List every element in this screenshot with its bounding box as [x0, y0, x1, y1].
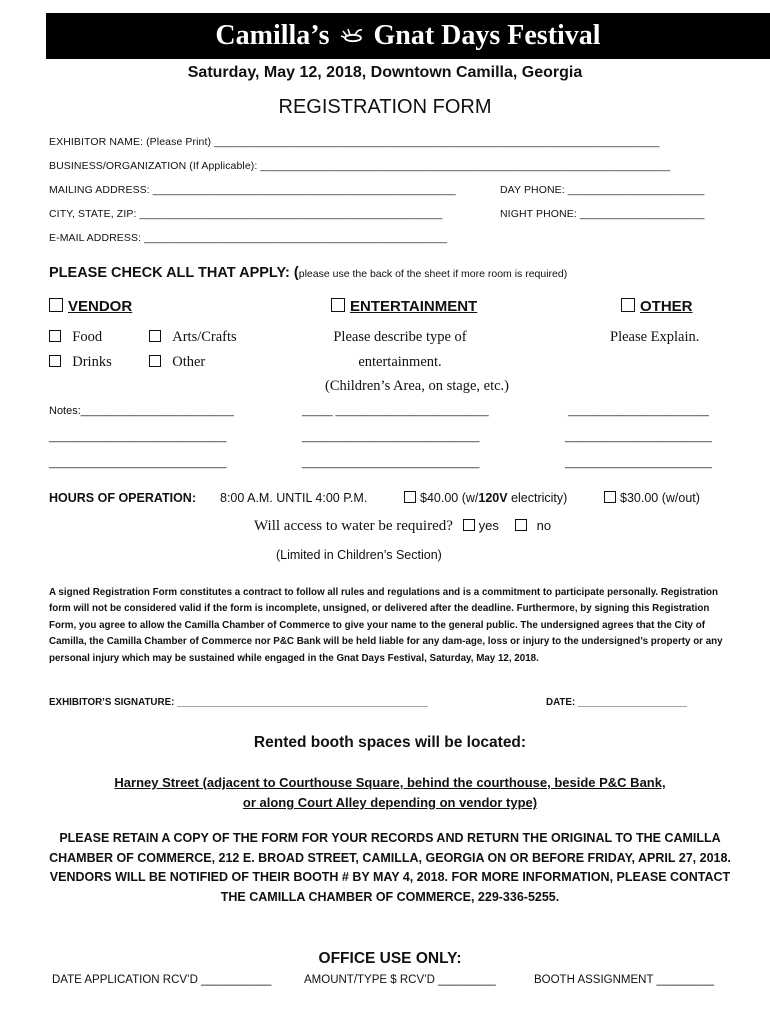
- notes-col3-line-2[interactable]: ________________________: [565, 431, 712, 443]
- entertainment-desc-1: Please describe type of: [333, 329, 467, 345]
- office-use-heading: OFFICE USE ONLY:: [318, 950, 462, 967]
- legal-statement: A signed Registration Form constitutes a contract to follow all rules and regulations and is a commitment to participate personally. Registration form will not be considered valid if the form is incomplete, unsigned, or delivered after the deadline. Furthermore, by signing this Registration Form, you agree to allow the Camilla Chamber of Commerce to give your name to the general public. The undersigned agrees that the City of Camilla, the Camilla Chamber of Commerce nor P&C Bank will be held liable for any dam-age, loss or injury to the undersigned’s property or any personal injury which may be sustained while engaged in the Gnat Days Festival, Saturday, May 12, 2018.: [49, 587, 723, 664]
- no-electricity-price: $30.00 (w/out): [620, 491, 700, 505]
- arts-crafts-option[interactable]: [149, 329, 237, 346]
- vendor-heading[interactable]: [49, 298, 132, 315]
- notes-col2-line-2[interactable]: _____________________________: [302, 431, 480, 443]
- business-field[interactable]: BUSINESS/ORGANIZATION (If Applicable): _____________________________________________________________________: [49, 160, 671, 172]
- arts-crafts-checkbox[interactable]: [149, 330, 161, 342]
- gnat-icon: [338, 27, 364, 45]
- check-all-heading: [49, 265, 567, 281]
- night-phone-field[interactable]: NIGHT PHONE: _____________________: [500, 208, 705, 220]
- event-subtitle: Saturday, May 12, 2018, Downtown Camilla, Georgia: [187, 64, 583, 81]
- no-electricity-checkbox[interactable]: [604, 491, 616, 503]
- day-phone-field[interactable]: DAY PHONE: _______________________: [500, 184, 705, 196]
- voltage-label: 120V: [478, 491, 508, 505]
- title-part-2: Gnat Days Festival: [373, 20, 601, 51]
- arts-crafts-label: Arts/Crafts: [172, 329, 237, 345]
- entertainment-heading[interactable]: [331, 298, 477, 315]
- mailing-address-field[interactable]: MAILING ADDRESS: ___________________________________________________: [49, 184, 456, 196]
- food-checkbox[interactable]: [49, 330, 61, 342]
- festival-title-banner: [46, 13, 770, 59]
- booth-location: [0, 773, 770, 813]
- drinks-checkbox[interactable]: [49, 355, 61, 367]
- booth-heading: Rented booth spaces will be located:: [253, 734, 527, 751]
- other-heading[interactable]: [621, 298, 693, 315]
- signature-date-field[interactable]: DATE: ____________________: [546, 697, 687, 708]
- other-explain: Please Explain.: [610, 329, 700, 345]
- hours-label: HOURS OF OPERATION:: [49, 491, 196, 505]
- check-heading-text: PLEASE CHECK ALL THAT APPLY: (: [49, 265, 299, 281]
- drinks-label: Drinks: [72, 354, 112, 370]
- water-yes-label: yes: [478, 518, 499, 533]
- electricity-checkbox[interactable]: [404, 491, 416, 503]
- food-option[interactable]: [49, 329, 102, 346]
- water-no-label: no: [536, 518, 552, 533]
- booth-assignment-field[interactable]: BOOTH ASSIGNMENT _________: [534, 974, 715, 986]
- electricity-price: $40.00 (w/: [420, 491, 479, 505]
- notes-col2-line-3[interactable]: _____________________________: [302, 457, 480, 469]
- retain-instructions: PLEASE RETAIN A COPY OF THE FORM FOR YOUR RECORDS AND RETURN THE ORIGINAL TO THE CAMILLA CHAMBER OF COMMERCE, 212 E. BROAD STREET, CAMILLA, GEORGIA ON OR BEFORE FRIDAY, APRIL 27, 2018. VENDORS WILL BE NOTIFIED OF THEIR BOOTH # BY MAY 4, 2018. FOR MORE INFORMATION, PLEASE CONTACT THE CAMILLA CHAMBER OF COMMERCE, 229-336-5255.: [49, 831, 731, 904]
- notes-col3-line-3[interactable]: ________________________: [565, 457, 712, 469]
- water-question-text: Will access to water be required?: [254, 518, 453, 534]
- notes-col3-line-1[interactable]: _______________________: [568, 405, 709, 417]
- title-part-1: Camilla’s: [215, 20, 330, 51]
- hours-time: 8:00 A.M. UNTIL 4:00 P.M.: [220, 491, 368, 505]
- notes-col1-line-2[interactable]: _____________________________: [49, 431, 227, 443]
- booth-location-line-2: or along Court Alley depending on vendor type): [242, 795, 538, 810]
- email-field[interactable]: E-MAIL ADDRESS: ___________________________________________________: [49, 232, 448, 244]
- drinks-option[interactable]: [49, 354, 112, 371]
- form-title: REGISTRATION FORM: [278, 96, 492, 118]
- entertainment-desc-3: (Children’s Area, on stage, etc.): [324, 378, 509, 394]
- water-no-checkbox[interactable]: [515, 519, 527, 531]
- water-yes-checkbox[interactable]: [463, 519, 475, 531]
- notes-col1-line-3[interactable]: _____________________________: [49, 457, 227, 469]
- entertainment-label: ENTERTAINMENT: [350, 298, 478, 315]
- vendor-checkbox[interactable]: [49, 298, 63, 312]
- other-label: OTHER: [640, 298, 693, 315]
- notes-col2-line-1[interactable]: _____ _________________________: [302, 405, 489, 417]
- food-label: Food: [72, 329, 103, 345]
- other-option-checkbox[interactable]: [149, 355, 161, 367]
- date-received-field[interactable]: DATE APPLICATION RCV’D ___________: [52, 974, 272, 986]
- entertainment-desc-2: entertainment.: [358, 354, 442, 370]
- limited-note: (Limited in Children’s Section): [276, 548, 442, 562]
- water-question: [254, 518, 551, 535]
- city-state-zip-field[interactable]: CITY, STATE, ZIP: ___________________________________________________: [49, 208, 443, 220]
- booth-location-line-1: Harney Street (adjacent to Courthouse Square, behind the courthouse, beside P&C Bank,: [114, 775, 666, 790]
- other-checkbox[interactable]: [621, 298, 635, 312]
- electricity-option[interactable]: [404, 491, 567, 505]
- exhibitor-signature-field[interactable]: EXHIBITOR’S SIGNATURE: ______________________________________________: [49, 697, 428, 708]
- notes-line-1[interactable]: Notes:_________________________: [49, 405, 234, 417]
- electricity-suffix: electricity): [507, 491, 568, 505]
- exhibitor-name-field[interactable]: EXHIBITOR NAME: (Please Print) ___________________________________________________________________________: [49, 136, 660, 148]
- other-option[interactable]: [149, 354, 205, 371]
- amount-received-field[interactable]: AMOUNT/TYPE $ RCV’D _________: [304, 974, 496, 986]
- other-option-label: Other: [172, 354, 206, 370]
- entertainment-checkbox[interactable]: [331, 298, 345, 312]
- check-heading-note: please use the back of the sheet if more room is required): [298, 268, 568, 280]
- vendor-label: VENDOR: [68, 298, 133, 315]
- no-electricity-option[interactable]: [604, 491, 700, 505]
